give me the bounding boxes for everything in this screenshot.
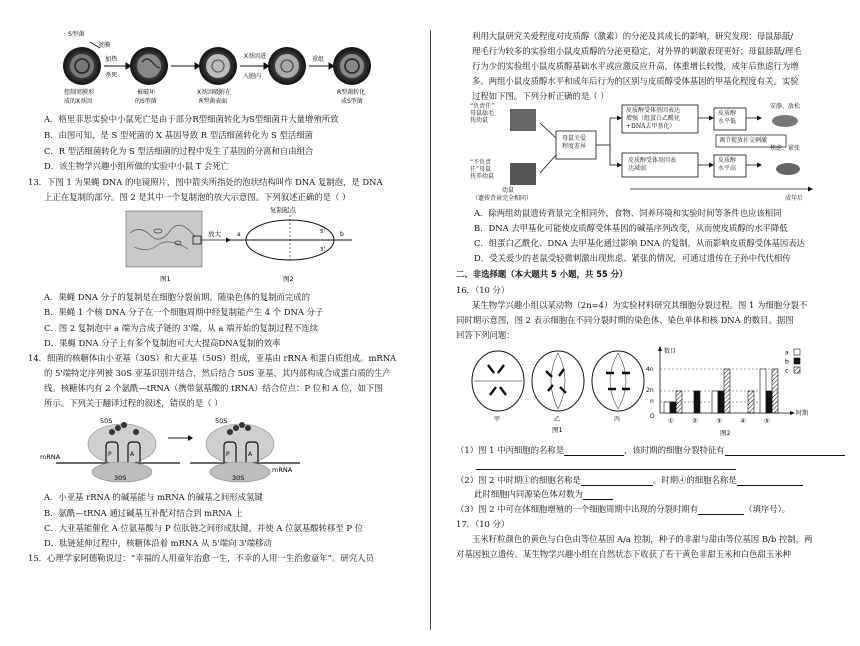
q14-option-b: B．氨酰—tRNA 通过碱基互补配对结合到 mRNA 上	[44, 508, 243, 518]
q14-option-d: D．肽链延伸过程中，核糖体沿着 mRNA 从 5'端向 3'端移动	[44, 538, 272, 548]
50s-label-1: 50S	[100, 417, 113, 425]
y-axis-title: 数目	[664, 348, 677, 355]
recomb-label: 重组	[312, 56, 325, 63]
cell-jia-label: 甲	[494, 416, 501, 423]
answer-blank-7[interactable]	[698, 505, 744, 515]
q16-stem-1: 某生物学兴趣小组以某动物（2n=4）为实验材料研究其细胞分裂过程。图 1 为细胞分裂不	[472, 300, 808, 310]
30s-label-2: 30S	[232, 474, 245, 482]
em-photo	[126, 211, 202, 267]
calm-label: 安静、放松	[770, 103, 801, 110]
q17-stem-1: 玉米籽粒颜色的黄色与白色由等位基因 A/a 控制，种子的非甜与甜由等位基因 B/b 控制，两	[472, 534, 813, 544]
s-strain-label: S型菌	[68, 31, 85, 38]
legend-label-a: a	[785, 349, 789, 357]
enter-label: X基因进	[244, 53, 267, 60]
control-label-2: 成的X基因	[64, 98, 93, 105]
good-mother-label: “负责任” 母鼠舔毛 抚幼鼠	[470, 103, 495, 124]
bar-c-1	[676, 391, 682, 413]
kill-label: 杀死	[105, 72, 118, 79]
q16-stem-3: 回答下列问题：	[456, 330, 515, 340]
three-prime-label: 3'	[320, 247, 326, 253]
legend-label-c: c	[785, 367, 789, 375]
q14-stem-4: 所示。下列关于翻译过程的叙述，错误的是（ ）	[44, 398, 223, 408]
q16-sub2	[456, 474, 803, 486]
transformation-figure	[50, 28, 380, 108]
a-site-label-1: A	[130, 451, 135, 458]
cell-yi-label: 乙	[554, 416, 561, 423]
legend-label-b: b	[785, 358, 789, 366]
p-site-label-2: P	[226, 451, 230, 458]
expr-down-label: 皮质醇受体基因表 达减弱	[628, 157, 677, 172]
b-end-label: b	[340, 231, 344, 238]
q15-cont-2: 理毛行为较多的实验组小鼠皮质醇的分泌更稳定，对外界的刺激表现更好；母鼠舔舐/理毛	[472, 46, 802, 56]
cell-bing	[592, 351, 644, 411]
q12-option-d: D．该生物学兴趣小组所做的实验中小鼠 T 会死亡	[44, 161, 230, 171]
q15-stem: 15．心理学家阿德勒说过：“幸福的人用童年治愈一生，不幸的人用一生治愈童年”。研究人员	[28, 553, 374, 563]
q16-sub3-text: （3）图 2 中可在体细胞增殖的一个细胞周期中出现的分裂时期有	[456, 504, 699, 514]
care-diff-label: 母鼠关爱 程度差异	[562, 135, 587, 150]
care-figure	[470, 103, 830, 203]
replication-figure	[120, 203, 360, 285]
q13-option-a: A．果蝇 DNA 分子的复制是在细胞分裂前期，随染色体的复制而完成的	[44, 292, 310, 302]
fig2-caption: 图2	[283, 275, 294, 283]
expr-up-label: 皮质醇受体基因表达 增强（组蛋白乙酰化 +DNA去甲基化）	[626, 107, 681, 130]
q16-sub3	[456, 503, 790, 515]
y-tick-2n: 2n	[646, 387, 654, 394]
genetic-note: （遗传背景完全相同）	[472, 195, 533, 202]
transform-label: R型菌转化	[337, 89, 366, 96]
bar-a-5	[760, 369, 766, 413]
bar-b-5	[766, 391, 772, 413]
q13-stem-2: 上正在复制的部分。图 2 是其中一个复制泡的放大示意图。下列叙述正确的是（ ）	[44, 192, 351, 202]
count-bar-chart	[640, 343, 830, 438]
q16-sub2-line2	[474, 488, 613, 500]
mrna-label-2: mRNA	[272, 466, 293, 474]
enlarge-label: 放大	[208, 230, 221, 238]
q16-sub3b-text: （填序号）。	[744, 504, 791, 514]
q17-score: 17．（10 分）	[456, 519, 510, 529]
answer-blank-2[interactable]	[725, 446, 845, 456]
answer-blank-5[interactable]	[737, 476, 803, 486]
q15-cont-5: 过程如下图。下列分析正确的是（ ）	[472, 91, 609, 101]
30s-label-1: 30S	[114, 474, 127, 482]
social-stimulus-label: 调节捉放社交刺激	[719, 137, 768, 144]
q16-sub1b-text: ，该时期的细胞分裂特征有	[624, 445, 725, 455]
q17-stem-2: 对基因独立遗传。某生物学兴趣小组在自然状态下收获了若干黄色非甜玉米和白色甜玉米种	[456, 549, 791, 559]
q12-option-c: C．R 型活细菌转化为 S 型活细菌的过程中发生了基因的分离和自由组合	[44, 146, 314, 156]
mrna-label-1: mRNA	[40, 453, 61, 461]
bar-a-1	[664, 402, 670, 413]
column-divider	[430, 30, 431, 630]
origin-o: O	[650, 413, 655, 420]
bar-c-5	[772, 369, 778, 413]
absorb-label: X基因吸附在	[197, 89, 232, 96]
legend-swatch-c	[794, 367, 800, 373]
bar-c-4	[748, 391, 754, 413]
x-tick-4: ④	[740, 417, 746, 425]
bad-mother-label: “不负责 任”母鼠 抚养幼鼠	[470, 159, 495, 180]
control-label: 控制荚膜形	[64, 89, 95, 96]
cell-bing-label: 丙	[614, 416, 621, 423]
q16-sub2b-text: 。时期④的细胞名称是	[652, 475, 737, 485]
x-tick-2: ②	[692, 417, 698, 425]
cell-fig1-caption: 图1	[552, 426, 563, 433]
q16-score: 16．（10 分）	[456, 285, 510, 295]
q13-stem-1: 13．下图 1 为果蝇 DNA 的电镜照片，图中箭头所指处的泡状结构叫作 DNA 复制泡，是 DNA	[28, 177, 383, 187]
q14-option-a: A．小亚基 rRNA 的碱基能与 mRNA 的碱基之间形成氢键	[44, 492, 263, 502]
answer-blank-6[interactable]	[583, 490, 613, 500]
y-tick-n: n	[650, 398, 654, 405]
a-end-label: a	[237, 231, 241, 238]
q15-option-a: A．除两组幼鼠遗传背景完全相同外，食物、饲养环境和实验时间等条件也应该相同	[474, 208, 782, 218]
heat-label: 加热	[105, 56, 118, 63]
p-site-label-1: P	[108, 451, 112, 458]
ribosome-figure	[40, 408, 340, 488]
low-level-label: 皮质醇 水平低	[718, 110, 737, 125]
chart-fig2-caption: 图2	[720, 429, 731, 437]
pups-label: 幼鼠	[502, 187, 515, 194]
a-site-label-2: A	[248, 451, 253, 458]
fig1-caption: 图1	[160, 275, 171, 283]
q16-sub1	[456, 444, 845, 456]
five-prime-label: 5'	[320, 229, 326, 235]
q15-option-b: B．DNA 去甲基化可能使皮质醇受体基因的碱基序列改变，从而使皮质醇的水平降低	[474, 223, 788, 233]
q15-cont-4: 多。两组小鼠皮质醇水平和成年后行为的区别与皮质醇受体基因的甲基化程度有关。实验	[472, 76, 799, 86]
destroy-label: 被破坏	[137, 89, 156, 96]
q16-sub1-line2	[476, 458, 736, 470]
cell-yi	[532, 351, 584, 411]
answer-blank-4[interactable]	[581, 476, 653, 486]
high-level-label: 皮质醇 水平高	[718, 157, 737, 172]
x-axis-title: 时期	[796, 410, 809, 417]
q13-option-c: C．图 2 复制泡中 a 端为合成子链的 3'端，从 a 端开始的复制过程不连续	[44, 323, 319, 333]
bar-b-3	[718, 391, 724, 413]
q15-option-c: C．组蛋白乙酰化、DNA 去甲基化通过影响 DNA 的复制，从而影响皮质醇受体基因表达	[474, 238, 805, 248]
q13-option-d: D．果蝇 DNA 分子上有多个复制泡可大大提高DNA复制的效率	[44, 338, 281, 348]
q15-cont-1: 利用大鼠研究关爱程度对皮质醇（激素）的分泌及其成长的影响，研究发现：母鼠舔舐/	[472, 31, 794, 41]
bar-b-2	[694, 391, 700, 413]
bar-a-3	[712, 391, 718, 413]
bar-c-3	[724, 369, 730, 413]
q16-sub2-text: （2）图 2 中时期①的细胞名称是	[456, 475, 581, 485]
adult-label: 成年后	[785, 195, 804, 202]
q16-sub1-text: （1）图 1 中丙细胞的名称是	[456, 445, 565, 455]
transform-label-2: 成S型菌	[341, 98, 363, 105]
cell-division-figure	[466, 343, 646, 433]
origin-label: 复制起点	[270, 206, 296, 214]
capsule-label: 荚膜	[98, 42, 111, 49]
destroy-label-2: 的S型菌	[135, 98, 157, 105]
q13-option-b: B．果蝇 1 个核 DNA 分子在一个细胞周期中经复制能产生 4 个 DNA 分子	[44, 307, 324, 317]
absorb-label-2: R型菌表面	[199, 98, 228, 105]
q14-stem-1: 14．细菌的核糖体由小亚基（30S）和大亚基（50S）组成，亚基由 rRNA 和蛋白质组成。mRNA	[28, 353, 397, 363]
q12-option-b: B．由图可知，是 S 型死菌的 X 基因导致 R 型活细菌转化为 S 型活细菌	[44, 130, 313, 140]
q12-option-a: A．格里菲思实验中小鼠死亡是由于部分R型细菌转化为S型细菌并大量增殖所致	[44, 114, 339, 124]
enter-label-2: 入胞内	[243, 73, 262, 80]
q14-stem-3: 线。核糖体内有 2 个氨酰—tRNA（携带氨基酸的 tRNA）结合位点：P 位和 A 位，如下图	[44, 383, 383, 393]
answer-blank-3[interactable]	[476, 460, 736, 470]
answer-blank-1[interactable]	[564, 446, 624, 456]
section-2-heading: 二、非选择题（本大题共 5 小题，共 55 分）	[456, 269, 628, 279]
q15-option-d: D．受关爱少的老鼠受轻微刺激出现焦虑、紧张的情况，可通过遗传在子孙中代代相传	[474, 253, 791, 263]
x-tick-1: ①	[668, 417, 674, 425]
bar-b-1	[670, 402, 676, 413]
q15-cont-3: 行为少的实验组小鼠皮质醇基础水平或应激反应升高，体重增长较慢，成年后焦虑行为增	[472, 61, 799, 71]
x-tick-3: ③	[716, 417, 722, 425]
legend-swatch-b	[794, 358, 800, 364]
legend-swatch-a	[794, 349, 800, 355]
q14-option-c: C．大亚基能催化 A 位氨基酸与 P 位肽链之间形成肽键，并使 A 位氨基酸转移至 P 位	[44, 523, 364, 533]
x-tick-5: ⑤	[764, 417, 770, 425]
anxious-label: 焦虑、紧张	[770, 145, 801, 152]
50s-label-2: 50S	[215, 417, 228, 425]
y-tick-4n: 4n	[646, 366, 654, 373]
q14-stem-2: 的 5'端特定序列被 30S 亚基识别并结合，然后结合 50S 亚基，其内部构成合成蛋白质的生产	[44, 368, 391, 378]
q16-sub2c-text: 此时细胞内同源染色体对数为	[474, 489, 583, 499]
q16-stem-2: 同时期示意图，图 2 表示细胞在不同分裂时期的染色体、染色单体和核 DNA 的数目。据图	[456, 315, 794, 325]
